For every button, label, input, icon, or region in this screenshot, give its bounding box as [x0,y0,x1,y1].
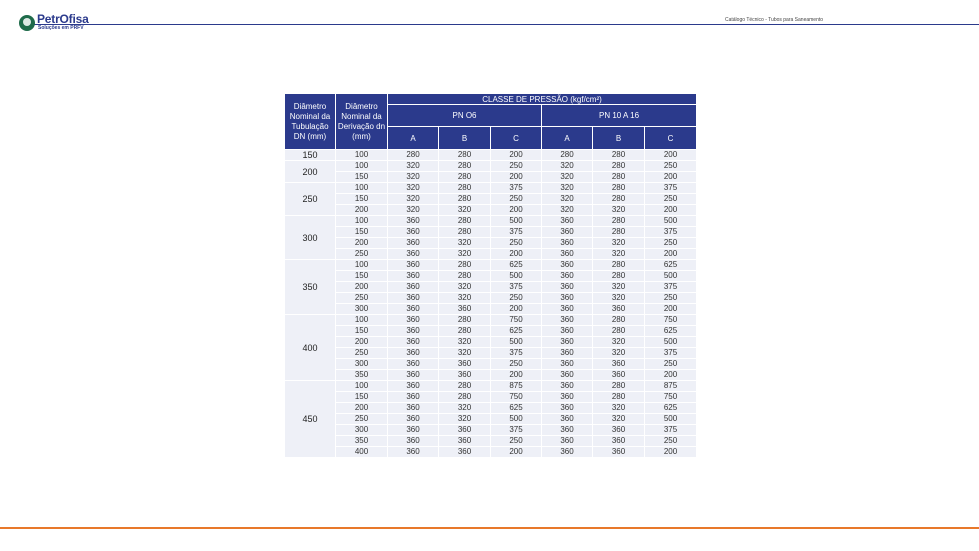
derivation-cell: 200 [336,337,388,348]
value-cell: 250 [645,194,697,205]
value-cell: 280 [593,161,645,172]
value-cell: 360 [542,216,593,227]
value-cell: 280 [439,227,491,238]
value-cell: 200 [645,249,697,260]
pressure-class-table [284,93,697,458]
value-cell: 320 [593,293,645,304]
value-cell: 320 [542,205,593,216]
value-cell: 750 [491,315,542,326]
value-cell: 360 [542,238,593,249]
header-subcol: A [542,127,593,150]
value-cell: 200 [645,447,697,458]
value-cell: 500 [645,216,697,227]
value-cell: 360 [439,425,491,436]
header-group-pn06: PN O6 [388,105,542,127]
header-dn-derivation: Diâmetro Nominal da Derivação dn (mm) [336,94,388,150]
table-row [285,392,697,403]
table-row [285,249,697,260]
value-cell: 320 [542,183,593,194]
header-subcol: C [645,127,697,150]
table-row [285,436,697,447]
table-row [285,271,697,282]
table-row [285,315,697,326]
table-row [285,370,697,381]
value-cell: 200 [491,150,542,161]
value-cell: 875 [645,381,697,392]
value-cell: 500 [645,271,697,282]
value-cell: 320 [388,205,439,216]
value-cell: 280 [593,392,645,403]
value-cell: 250 [491,238,542,249]
value-cell: 360 [388,381,439,392]
value-cell: 360 [388,271,439,282]
logo-name: PetrOfisa [37,12,89,26]
derivation-cell: 100 [336,150,388,161]
value-cell: 360 [542,348,593,359]
value-cell: 360 [593,436,645,447]
value-cell: 200 [491,205,542,216]
value-cell: 360 [388,425,439,436]
value-cell: 250 [491,359,542,370]
value-cell: 360 [542,249,593,260]
value-cell: 875 [491,381,542,392]
value-cell: 200 [491,370,542,381]
value-cell: 360 [388,227,439,238]
value-cell: 320 [542,172,593,183]
value-cell: 320 [593,238,645,249]
value-cell: 360 [593,304,645,315]
value-cell: 280 [439,161,491,172]
value-cell: 360 [542,260,593,271]
value-cell: 320 [388,183,439,194]
value-cell: 280 [593,172,645,183]
value-cell: 280 [439,216,491,227]
value-cell: 280 [388,150,439,161]
value-cell: 200 [491,172,542,183]
value-cell: 625 [645,326,697,337]
derivation-cell: 250 [336,414,388,425]
value-cell: 360 [388,370,439,381]
value-cell: 320 [593,403,645,414]
value-cell: 375 [491,425,542,436]
value-cell: 280 [593,271,645,282]
derivation-cell: 250 [336,348,388,359]
value-cell: 500 [491,337,542,348]
value-cell: 360 [593,447,645,458]
value-cell: 500 [491,414,542,425]
logo-tagline: Soluções em PRFV [38,25,84,31]
value-cell: 250 [491,436,542,447]
derivation-cell: 150 [336,326,388,337]
value-cell: 200 [645,150,697,161]
derivation-cell: 150 [336,227,388,238]
derivation-cell: 400 [336,447,388,458]
value-cell: 360 [388,282,439,293]
value-cell: 360 [388,447,439,458]
value-cell: 320 [388,161,439,172]
value-cell: 360 [542,293,593,304]
value-cell: 280 [439,392,491,403]
value-cell: 360 [388,304,439,315]
value-cell: 320 [593,205,645,216]
derivation-cell: 350 [336,436,388,447]
value-cell: 625 [491,260,542,271]
value-cell: 360 [542,403,593,414]
value-cell: 360 [388,315,439,326]
value-cell: 200 [645,172,697,183]
value-cell: 360 [388,326,439,337]
value-cell: 360 [388,348,439,359]
value-cell: 375 [645,282,697,293]
dn-cell: 400 [285,315,336,381]
value-cell: 200 [491,249,542,260]
value-cell: 250 [491,194,542,205]
table-row [285,293,697,304]
header-dn: Diâmetro Nominal da Tubulação DN (mm) [285,94,336,150]
value-cell: 280 [439,194,491,205]
value-cell: 750 [645,392,697,403]
derivation-cell: 200 [336,282,388,293]
value-cell: 280 [593,216,645,227]
dn-cell: 150 [285,150,336,161]
value-cell: 375 [645,227,697,238]
value-cell: 280 [593,381,645,392]
header-subcol: B [439,127,491,150]
logo-globe-icon [19,15,35,31]
derivation-cell: 150 [336,392,388,403]
table-row [285,172,697,183]
table-row [285,403,697,414]
dn-cell: 300 [285,216,336,260]
header-rule [30,24,979,25]
value-cell: 250 [645,293,697,304]
value-cell: 360 [542,381,593,392]
derivation-cell: 100 [336,216,388,227]
value-cell: 280 [593,315,645,326]
value-cell: 320 [439,282,491,293]
value-cell: 250 [645,436,697,447]
table-row [285,337,697,348]
table-row [285,150,697,161]
company-logo [19,13,89,33]
value-cell: 360 [388,238,439,249]
value-cell: 500 [645,414,697,425]
derivation-cell: 100 [336,183,388,194]
value-cell: 625 [645,403,697,414]
value-cell: 250 [645,161,697,172]
value-cell: 360 [388,249,439,260]
value-cell: 375 [645,183,697,194]
header-group-pn10-16: PN 10 A 16 [542,105,697,127]
value-cell: 200 [645,205,697,216]
table-row [285,216,697,227]
value-cell: 320 [593,337,645,348]
table-row [285,359,697,370]
value-cell: 375 [645,425,697,436]
value-cell: 280 [593,326,645,337]
value-cell: 360 [542,304,593,315]
derivation-cell: 300 [336,359,388,370]
derivation-cell: 150 [336,271,388,282]
value-cell: 360 [388,392,439,403]
table-row [285,348,697,359]
value-cell: 320 [439,414,491,425]
value-cell: 280 [439,150,491,161]
value-cell: 280 [439,260,491,271]
value-cell: 360 [542,337,593,348]
table-row [285,282,697,293]
value-cell: 250 [645,238,697,249]
value-cell: 500 [491,271,542,282]
value-cell: 360 [439,436,491,447]
value-cell: 360 [439,304,491,315]
value-cell: 360 [388,260,439,271]
value-cell: 360 [439,447,491,458]
table-row [285,425,697,436]
value-cell: 360 [593,370,645,381]
value-cell: 320 [439,293,491,304]
dn-cell: 450 [285,381,336,458]
value-cell: 360 [542,436,593,447]
value-cell: 360 [388,216,439,227]
value-cell: 280 [439,326,491,337]
value-cell: 320 [439,348,491,359]
table-row [285,414,697,425]
value-cell: 375 [645,348,697,359]
value-cell: 360 [542,282,593,293]
value-cell: 280 [542,150,593,161]
value-cell: 750 [645,315,697,326]
value-cell: 280 [593,183,645,194]
value-cell: 375 [491,183,542,194]
table-row [285,238,697,249]
table-body [285,150,697,458]
value-cell: 200 [645,370,697,381]
value-cell: 280 [593,150,645,161]
value-cell: 200 [645,304,697,315]
value-cell: 320 [439,337,491,348]
table-row [285,304,697,315]
document-title: Catálogo Técnico - Tubos para Saneamento [725,17,824,23]
value-cell: 375 [491,282,542,293]
value-cell: 320 [542,161,593,172]
value-cell: 500 [491,216,542,227]
value-cell: 250 [491,293,542,304]
header-subcol: C [491,127,542,150]
value-cell: 320 [439,238,491,249]
value-cell: 200 [491,304,542,315]
value-cell: 320 [439,403,491,414]
value-cell: 360 [593,359,645,370]
value-cell: 360 [542,392,593,403]
value-cell: 320 [388,172,439,183]
value-cell: 360 [542,271,593,282]
value-cell: 280 [593,227,645,238]
table-row [285,194,697,205]
table-row [285,381,697,392]
table-row [285,205,697,216]
value-cell: 320 [439,205,491,216]
table-row [285,161,697,172]
value-cell: 360 [388,293,439,304]
derivation-cell: 250 [336,249,388,260]
derivation-cell: 200 [336,238,388,249]
value-cell: 360 [388,337,439,348]
value-cell: 280 [593,260,645,271]
value-cell: 280 [439,381,491,392]
value-cell: 360 [542,425,593,436]
value-cell: 360 [542,370,593,381]
value-cell: 250 [491,161,542,172]
dn-cell: 200 [285,161,336,183]
value-cell: 360 [542,359,593,370]
value-cell: 360 [542,447,593,458]
value-cell: 360 [388,414,439,425]
value-cell: 320 [593,249,645,260]
value-cell: 280 [439,271,491,282]
value-cell: 320 [388,194,439,205]
table-row [285,260,697,271]
derivation-cell: 150 [336,194,388,205]
value-cell: 360 [388,403,439,414]
value-cell: 625 [645,260,697,271]
value-cell: 360 [388,359,439,370]
value-cell: 500 [645,337,697,348]
table-row [285,183,697,194]
value-cell: 625 [491,326,542,337]
value-cell: 360 [439,370,491,381]
value-cell: 750 [491,392,542,403]
derivation-cell: 150 [336,172,388,183]
derivation-cell: 300 [336,304,388,315]
footer-rule [0,527,979,529]
table-row [285,447,697,458]
value-cell: 360 [542,315,593,326]
derivation-cell: 200 [336,205,388,216]
value-cell: 280 [439,315,491,326]
table-row [285,227,697,238]
value-cell: 360 [439,359,491,370]
value-cell: 280 [439,183,491,194]
value-cell: 250 [645,359,697,370]
value-cell: 320 [593,282,645,293]
dn-cell: 250 [285,183,336,216]
derivation-cell: 300 [336,425,388,436]
value-cell: 360 [542,326,593,337]
value-cell: 375 [491,348,542,359]
value-cell: 360 [388,436,439,447]
derivation-cell: 100 [336,381,388,392]
derivation-cell: 350 [336,370,388,381]
header-subcol: A [388,127,439,150]
derivation-cell: 100 [336,315,388,326]
value-cell: 280 [593,194,645,205]
derivation-cell: 250 [336,293,388,304]
value-cell: 320 [439,249,491,260]
value-cell: 320 [542,194,593,205]
derivation-cell: 200 [336,403,388,414]
table-row [285,326,697,337]
value-cell: 320 [593,414,645,425]
value-cell: 360 [542,227,593,238]
value-cell: 360 [542,414,593,425]
value-cell: 200 [491,447,542,458]
value-cell: 280 [439,172,491,183]
value-cell: 375 [491,227,542,238]
header-subcol: B [593,127,645,150]
header-pressure-class: CLASSE DE PRESSÃO (kgf/cm²) [388,94,697,105]
value-cell: 320 [593,348,645,359]
derivation-cell: 100 [336,161,388,172]
value-cell: 360 [593,425,645,436]
dn-cell: 350 [285,260,336,315]
derivation-cell: 100 [336,260,388,271]
value-cell: 625 [491,403,542,414]
